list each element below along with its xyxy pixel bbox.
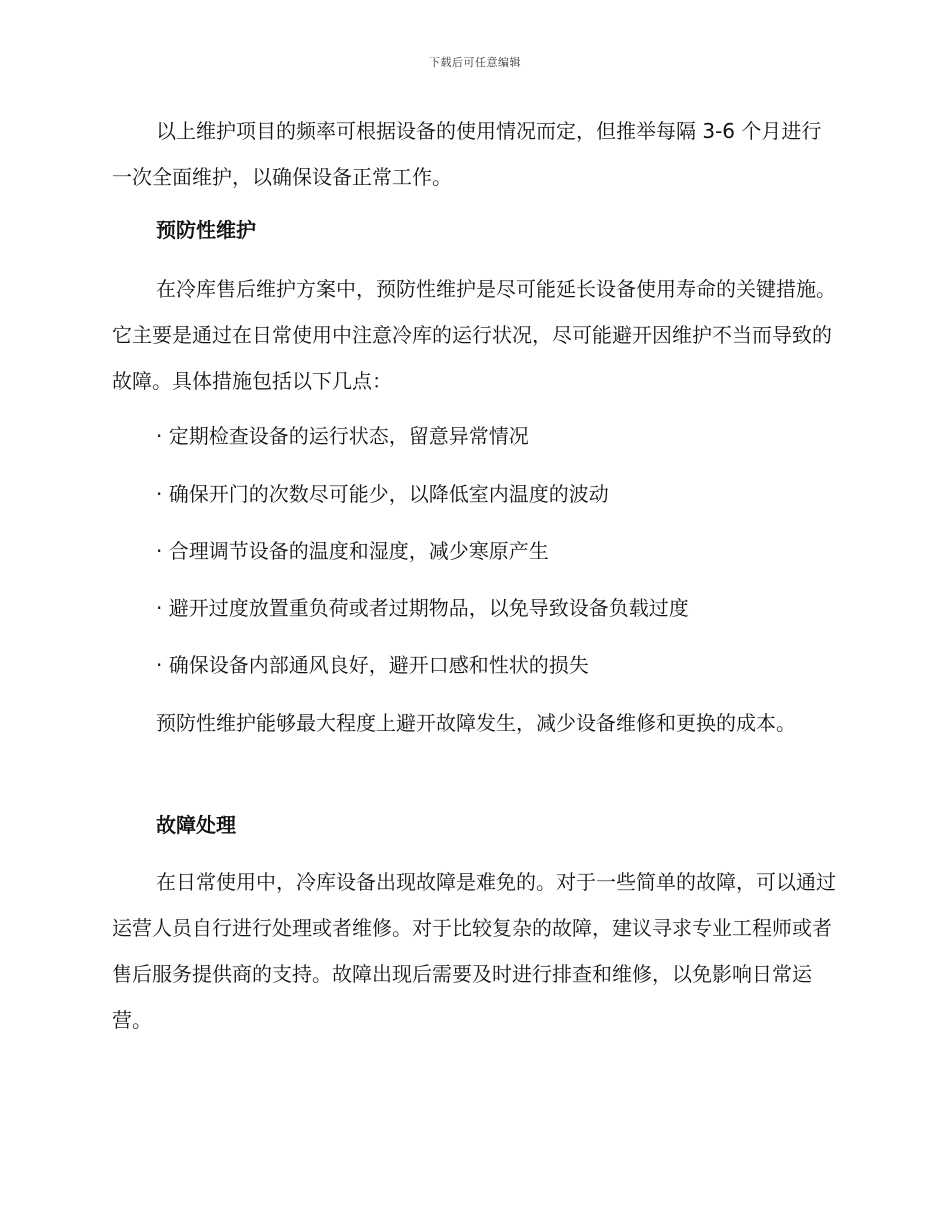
bullet-item: · 定期检查设备的运行状态，留意异常情况 — [156, 424, 529, 448]
preventive-paragraph-2: 预防性维护能够最大程度上避开故障发生，减少设备维修和更换的成本。 — [156, 711, 796, 735]
bullet-item: · 确保开门的次数尽可能少，以降低室内温度的波动 — [156, 482, 609, 506]
header-note: 下载后可任意编辑 — [429, 56, 521, 69]
bullet-item: · 确保设备内部通风良好，避开口感和性状的损失 — [156, 653, 589, 677]
fault-paragraph: 在日常使用中，冷库设备出现故障是难免的。对于一些简单的故障，可以通过运营人员自行进行处理或者维修。对于比较复杂的故障，建议寻求专业工程师或者售后服务提供商的支持。故障出现后需要及时进行排查和维修，以免影响日常运营。 — [112, 870, 836, 1032]
section-heading-preventive: 预防性维护 — [156, 218, 256, 242]
preventive-paragraph-1: 在冷库售后维护方案中，预防性维护是尽可能延长设备使用寿命的关键措施。它主要是通过在日常使用中注意冷库的运行状况，尽可能避开因维护不当而导致的故障。具体措施包括以下几点： — [112, 277, 836, 393]
bullet-item: · 避开过度放置重负荷或者过期物品，以免导致设备负载过度 — [156, 596, 689, 620]
section-heading-fault: 故障处理 — [156, 813, 236, 837]
bullet-item: · 合理调节设备的温度和湿度，减少寒原产生 — [156, 539, 549, 563]
intro-paragraph: 以上维护项目的频率可根据设备的使用情况而定，但推举每隔 3-6 个月进行一次全面维护，以确保设备正常工作。 — [112, 119, 822, 189]
